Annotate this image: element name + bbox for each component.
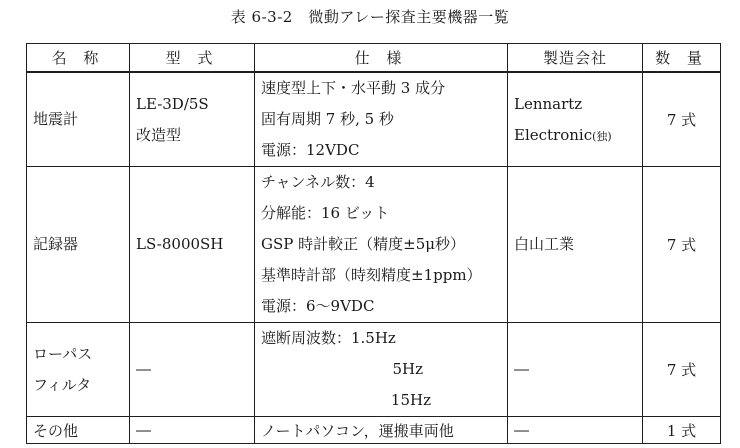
equipment-table: [26, 43, 721, 444]
cell-qty: 1 式: [643, 417, 721, 444]
spec-line: 5Hz: [392, 360, 423, 378]
name-line: 記録器: [33, 235, 79, 253]
name-line: フィルタ: [33, 375, 92, 394]
header-row: [27, 44, 721, 73]
table-row-seismometer: [27, 72, 721, 167]
table-row-other: [27, 417, 721, 444]
header-qty: 数 量: [643, 44, 721, 73]
cell-qty: 7 式: [643, 72, 721, 167]
maker-line: ―: [514, 360, 529, 378]
cell-name: その他: [27, 417, 130, 444]
cell-maker: ―: [508, 417, 643, 444]
spec-line: GSP 時計較正（精度±5μ秒）: [261, 235, 465, 253]
name-line: ローパス: [33, 344, 93, 363]
cell-maker: [508, 72, 643, 167]
cell-name: [27, 167, 130, 323]
cell-spec: [255, 167, 508, 323]
cell-qty: 7 式: [643, 167, 721, 323]
cell-spec: [255, 323, 508, 417]
spec-line: 分解能：16 ビット: [261, 204, 390, 222]
cell-maker: [508, 167, 643, 323]
cell-name: [27, 72, 130, 167]
header-spec: 仕 様: [255, 44, 508, 73]
cell-maker: [508, 323, 643, 417]
name-line: 地震計: [33, 110, 79, 128]
spec-line: 基準時計部（時刻精度±1ppm）: [261, 266, 482, 284]
spec-line: 電源：6～9VDC: [261, 297, 375, 315]
cell-qty: 7 式: [643, 323, 721, 417]
cell-model: [130, 72, 255, 167]
table-row-lowpass-filter: [27, 323, 721, 417]
table-caption: 表 6-3-2 微動アレー探査主要機器一覧: [230, 8, 510, 26]
model-line: LE-3D/5S: [136, 94, 209, 113]
maker-line: 白山工業: [514, 235, 575, 253]
cell-spec: [255, 72, 508, 167]
cell-spec: ノートパソコン，運搬車両他: [255, 417, 508, 444]
header-maker: 製造会社: [508, 44, 643, 73]
header-name: 名 称: [27, 44, 130, 73]
maker-line: Lennartz: [514, 94, 583, 113]
model-line: ―: [136, 360, 151, 378]
header-model: 型 式: [130, 44, 255, 73]
spec-line: 速度型上下・水平動 3 成分: [261, 79, 446, 97]
table-row-recorder: [27, 167, 721, 323]
cell-model: ―: [130, 417, 255, 444]
cell-model: [130, 167, 255, 323]
spec-line: チャンネル数：4: [261, 173, 375, 191]
model-line: LS-8000SH: [136, 235, 224, 253]
model-line: 改造型: [136, 125, 182, 144]
spec-line: 固有周期 7 秒, 5 秒: [261, 110, 394, 128]
cell-name: [27, 323, 130, 417]
maker-line: [514, 120, 636, 151]
spec-line: 15Hz: [390, 391, 431, 409]
spec-line: 電源：12VDC: [261, 141, 360, 159]
maker-line-text: Electronic: [514, 125, 593, 144]
cell-model: [130, 323, 255, 417]
spec-line: 遮断周波数：1.5Hz: [261, 329, 396, 347]
maker-country-suffix: (独): [592, 129, 612, 143]
